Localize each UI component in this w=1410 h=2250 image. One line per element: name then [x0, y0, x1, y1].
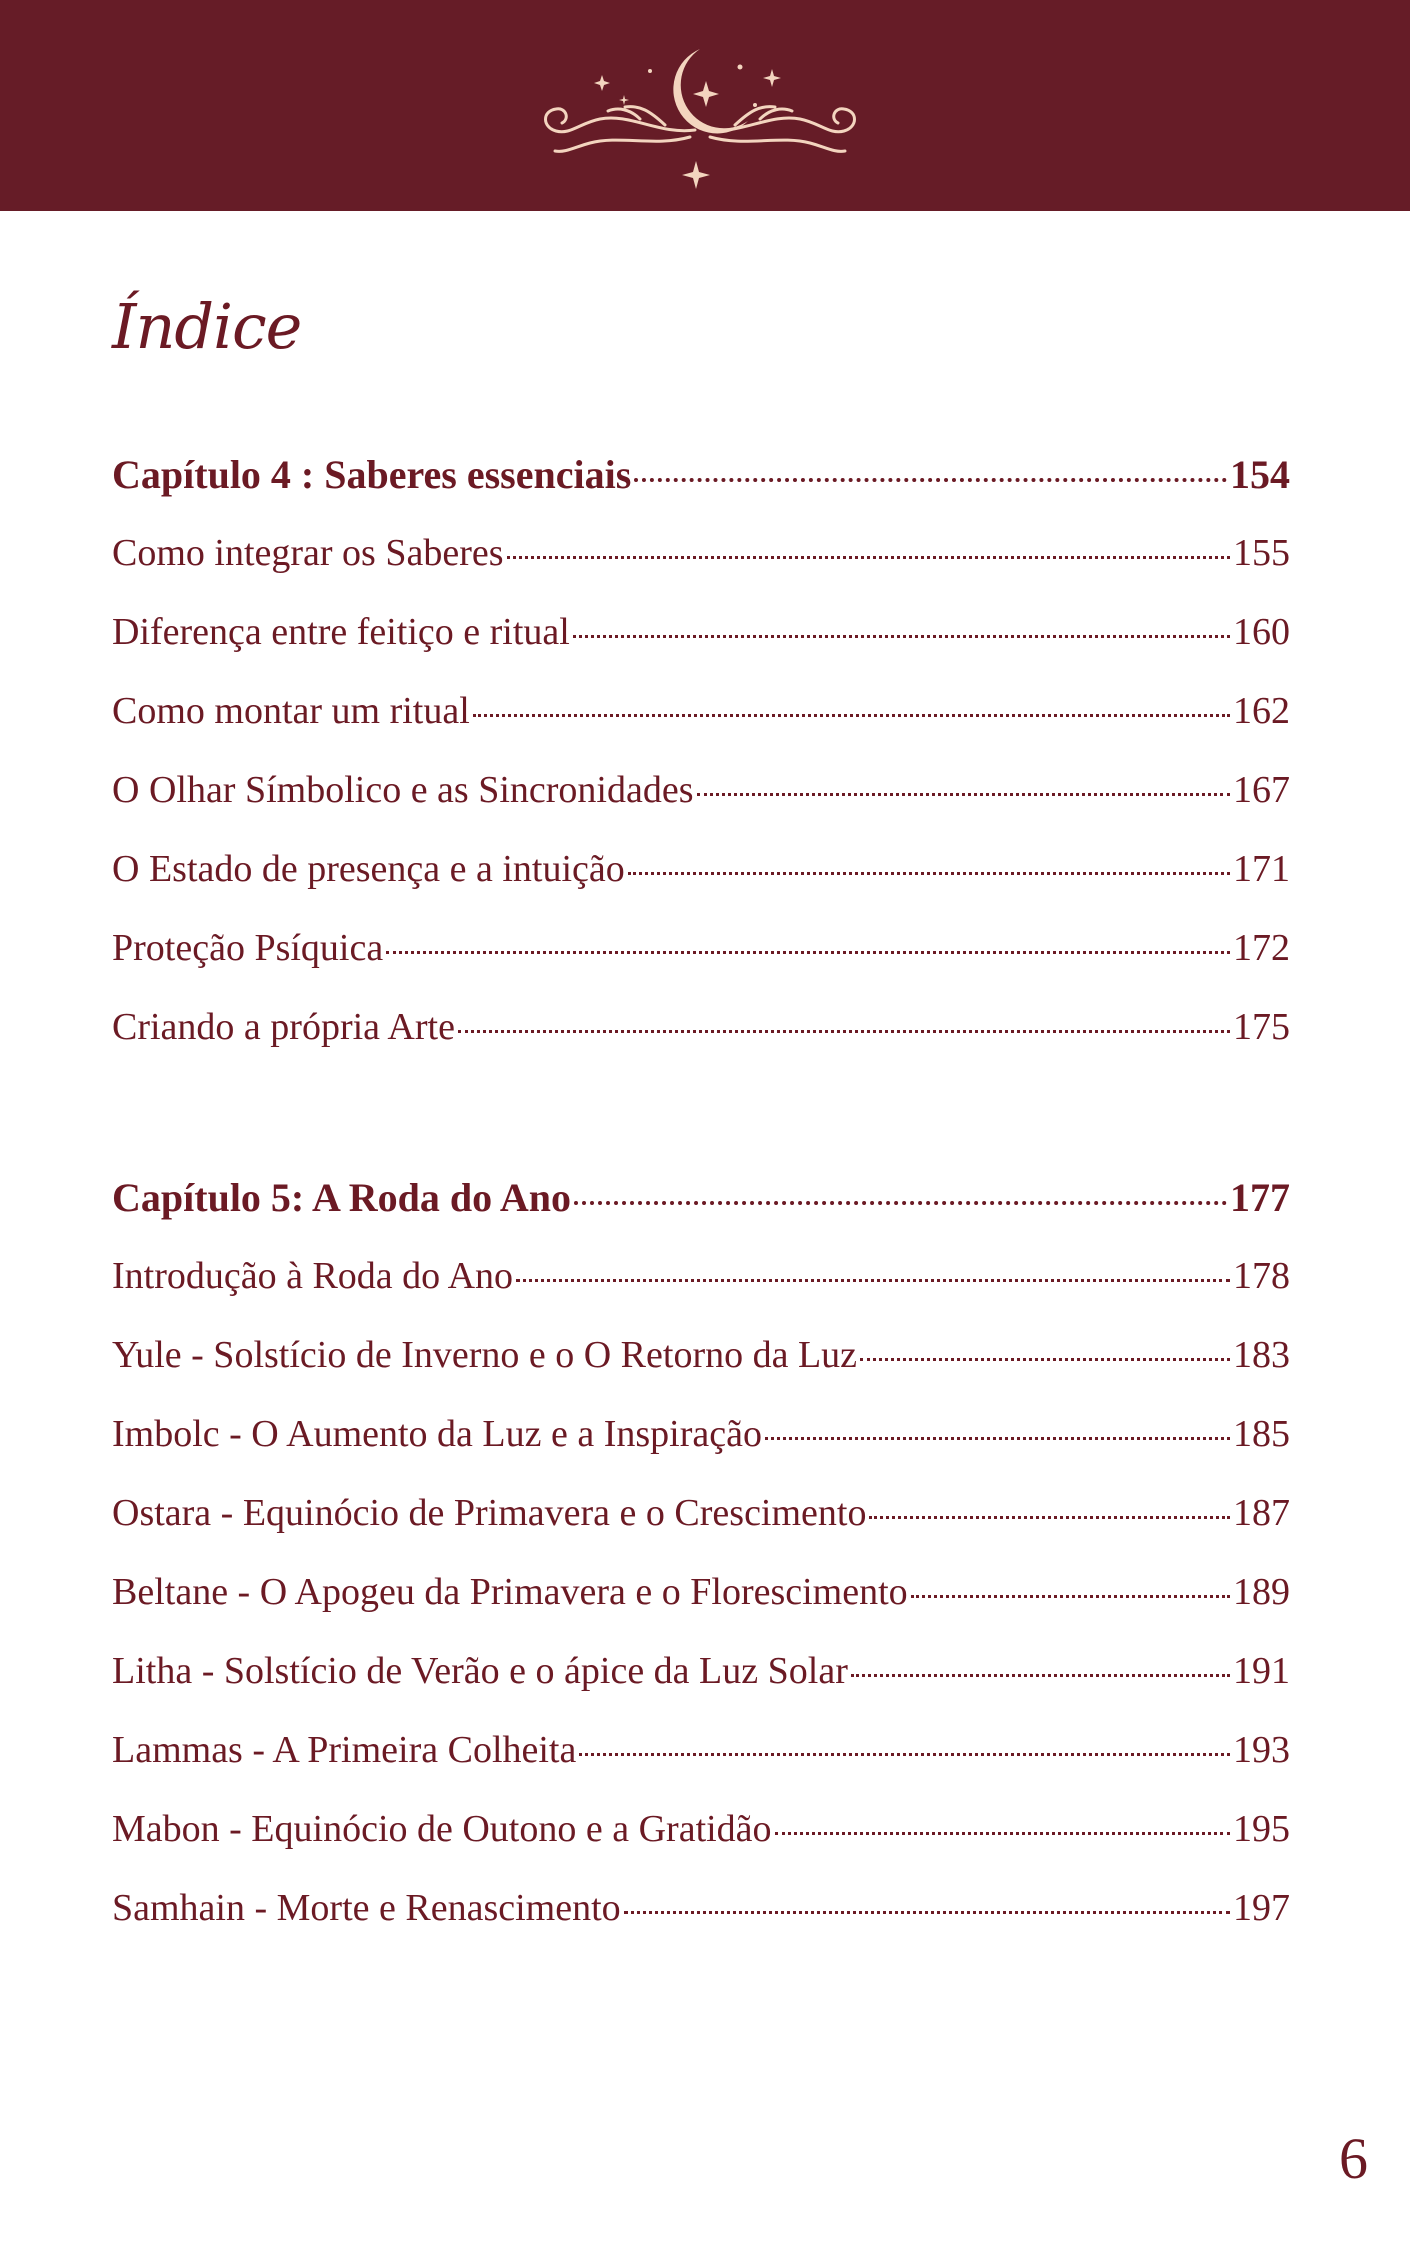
- page-number: 6: [1339, 2126, 1368, 2191]
- toc-item[interactable]: [112, 909, 1290, 988]
- toc-item-page: 155: [1233, 532, 1290, 574]
- toc-item-label: O Estado de presença e a intuição: [112, 848, 625, 890]
- toc-item[interactable]: [112, 988, 1290, 1067]
- dot-leader: [386, 951, 1230, 954]
- toc-item-page: 197: [1233, 1887, 1290, 1929]
- toc-item[interactable]: [112, 1790, 1290, 1869]
- toc-item-label: Criando a própria Arte: [112, 1006, 455, 1048]
- toc-item-page: 193: [1233, 1729, 1290, 1771]
- toc-item[interactable]: [112, 1632, 1290, 1711]
- toc-item-label: Lammas - A Primeira Colheita: [112, 1729, 577, 1771]
- toc-item[interactable]: [112, 830, 1290, 909]
- dot-leader: [473, 714, 1230, 717]
- toc-item-page: 171: [1233, 848, 1290, 890]
- toc-section-chapter-5: [112, 1158, 1290, 1948]
- toc-item-label: Ostara - Equinócio de Primavera e o Crescimento: [112, 1492, 867, 1534]
- toc-item[interactable]: [112, 1395, 1290, 1474]
- toc-item[interactable]: [112, 751, 1290, 830]
- toc-item[interactable]: [112, 1553, 1290, 1632]
- toc-item-page: 178: [1233, 1255, 1290, 1297]
- toc-item-page: 160: [1233, 611, 1290, 653]
- dot-leader: [579, 1753, 1230, 1756]
- toc-item[interactable]: [112, 1237, 1290, 1316]
- toc-chapter-label: Capítulo 5: A Roda do Ano: [112, 1175, 572, 1220]
- toc-item-page: 195: [1233, 1808, 1290, 1850]
- dot-leader: [574, 1201, 1227, 1205]
- dot-leader: [458, 1030, 1230, 1033]
- header-band: [0, 0, 1410, 211]
- toc-item-label: Introdução à Roda do Ano: [112, 1255, 514, 1297]
- dot-leader: [860, 1358, 1230, 1361]
- toc-item-label: Beltane - O Apogeu da Primavera e o Florescimento: [112, 1571, 908, 1613]
- dot-leader: [697, 793, 1230, 796]
- toc-item[interactable]: [112, 593, 1290, 672]
- toc-item-page: 183: [1233, 1334, 1290, 1376]
- dot-leader: [851, 1674, 1230, 1677]
- toc-item[interactable]: [112, 1869, 1290, 1948]
- toc-chapter-page: 154: [1230, 452, 1290, 497]
- toc-item[interactable]: [112, 514, 1290, 593]
- page-title: Índice: [112, 290, 302, 363]
- dot-leader: [624, 1911, 1230, 1914]
- toc-item-label: Yule - Solstício de Inverno e o O Retorno da Luz: [112, 1334, 858, 1376]
- toc-chapter-heading[interactable]: [112, 435, 1290, 514]
- toc-item-page: 185: [1233, 1413, 1290, 1455]
- toc-item-label: Como montar um ritual: [112, 690, 470, 732]
- toc-item-label: O Olhar Símbolico e as Sincronidades: [112, 769, 694, 811]
- toc-item-page: 175: [1233, 1006, 1290, 1048]
- dot-leader: [869, 1516, 1230, 1519]
- dot-leader: [507, 556, 1230, 559]
- dot-leader: [628, 872, 1230, 875]
- toc-item-page: 189: [1233, 1571, 1290, 1613]
- toc-item-page: 162: [1233, 690, 1290, 732]
- toc-item-page: 167: [1233, 769, 1290, 811]
- toc-item[interactable]: [112, 1316, 1290, 1395]
- toc-item-label: Diferença entre feitiço e ritual: [112, 611, 570, 653]
- toc-item-page: 191: [1233, 1650, 1290, 1692]
- toc-item[interactable]: [112, 672, 1290, 751]
- dot-leader: [516, 1279, 1230, 1282]
- toc-item-label: Mabon - Equinócio de Outono e a Gratidão: [112, 1808, 772, 1850]
- toc-chapter-heading[interactable]: [112, 1158, 1290, 1237]
- toc-item-label: Litha - Solstício de Verão e o ápice da Luz Solar: [112, 1650, 848, 1692]
- dot-leader: [775, 1832, 1230, 1835]
- toc-item-label: Proteção Psíquica: [112, 927, 384, 969]
- toc-item-page: 172: [1233, 927, 1290, 969]
- toc-item-page: 187: [1233, 1492, 1290, 1534]
- dot-leader: [634, 478, 1227, 482]
- toc-chapter-label: Capítulo 4 : Saberes essenciais: [112, 452, 632, 497]
- toc-chapter-page: 177: [1230, 1175, 1290, 1220]
- dot-leader: [765, 1437, 1230, 1440]
- dot-leader: [911, 1595, 1230, 1598]
- toc-item-label: Imbolc - O Aumento da Luz e a Inspiração: [112, 1413, 762, 1455]
- crescent-moon-stars-icon: [490, 35, 910, 195]
- toc-item[interactable]: [112, 1474, 1290, 1553]
- toc-item-label: Samhain - Morte e Renascimento: [112, 1887, 621, 1929]
- dot-leader: [573, 635, 1230, 638]
- toc-item-label: Como integrar os Saberes: [112, 532, 504, 574]
- toc-item[interactable]: [112, 1711, 1290, 1790]
- toc-section-chapter-4: [112, 435, 1290, 1067]
